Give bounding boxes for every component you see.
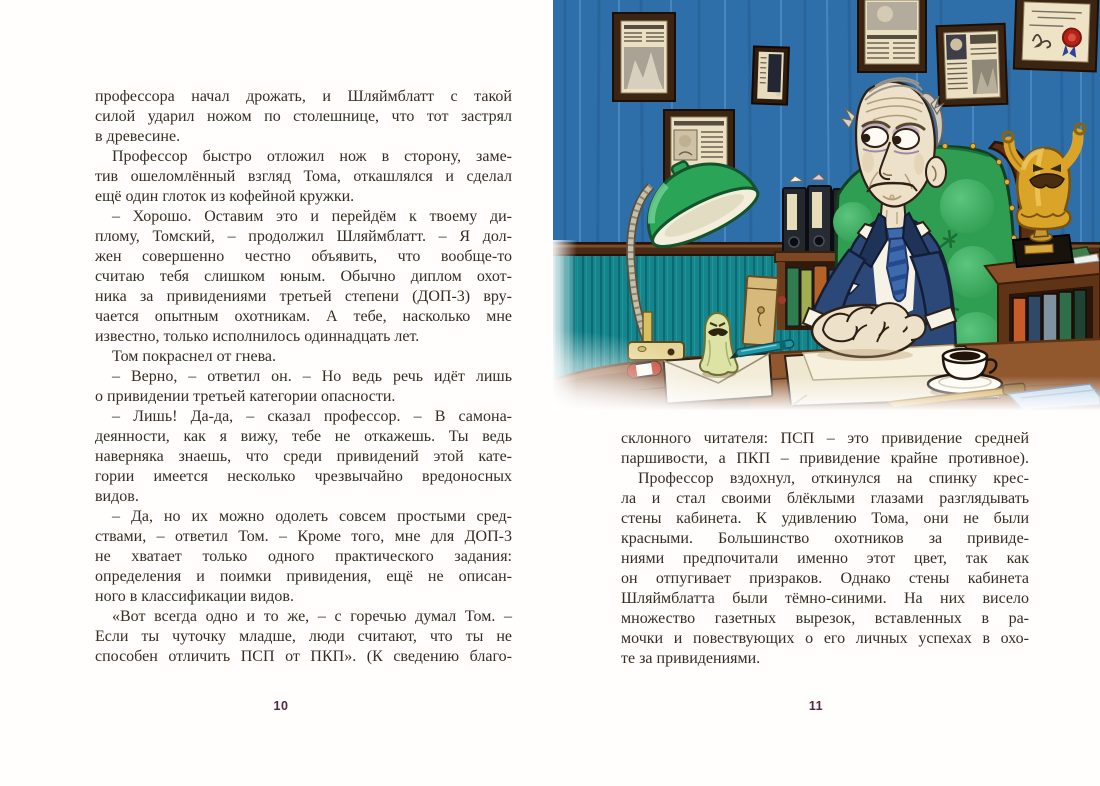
framed-diploma: [1014, 0, 1099, 71]
text-line: стены кабинета. К удивлению Тома, они не были: [621, 510, 1029, 527]
text-line: чается опытным охотникам. А тебе, насколько мне: [95, 308, 512, 325]
text-line: тив ошеломлённый взгляд Тома, откашлялся и сделал: [95, 168, 512, 185]
text-line: деянности, как я вижу, тебе не откажешь. Ты ведь: [95, 428, 512, 445]
text-line: красными. Большинство охотников за привиде-: [621, 530, 1029, 547]
paragraph: [621, 469, 1029, 669]
text-line: наверняка знаешь, что среди привидений этой кате-: [95, 448, 512, 465]
paragraph: [95, 507, 512, 607]
paragraph: [95, 347, 512, 367]
text-line: Профессор вздохнул, откинулся на спинку крес-: [638, 470, 1029, 487]
text-line: паршивости, а ПКП – привидение крайне противное).: [621, 450, 1029, 467]
text-line: ника за привидениями третьей степени (ДОП-3) вру-: [95, 288, 512, 305]
text-line: известно, только исполнилось одиннадцать лет.: [95, 328, 420, 345]
text-line: мочки и повествующих о его личных успехах в охо-: [621, 630, 1029, 647]
text-line: определения и поимки привидения, ещё не описан-: [95, 568, 512, 585]
text-line: – Да, но их можно одолеть совсем простыми сред-: [112, 508, 512, 525]
text-line: – Хорошо. Оставим это и перейдём к твоему ди-: [112, 208, 512, 225]
framed-clipping: [858, 0, 926, 72]
text-line: ного в классификации видов.: [95, 588, 294, 605]
text-line: Том покраснел от гнева.: [112, 348, 277, 365]
text-line: множество газетных вырезок, вставленных в ра-: [621, 610, 1029, 627]
text-line: ла и стал своими блёклыми глазами разглядывать: [621, 490, 1029, 507]
text-line: ниями предпочитали именно этот цвет, так как: [621, 550, 1029, 567]
text-line: ствами, – ответил Том. – Кроме того, мне для ДОП-3: [95, 528, 512, 545]
text-line: гории имеется несколько чрезвычайно вредоносных: [95, 468, 512, 485]
paragraph: [621, 429, 1029, 469]
text-line: он отпугивает призраков. Однако стены кабинета: [621, 570, 1029, 587]
framed-clipping: [752, 46, 789, 104]
paragraph: [95, 87, 512, 147]
text-line: Если ты чуточку младше, люди считают, что ты не: [95, 628, 512, 645]
paragraph: [95, 607, 512, 667]
text-line: считаю тебя слишком юным. Обычно диплом охот-: [95, 268, 512, 285]
paragraph: [95, 367, 512, 407]
text-line: профессора начал дрожать, и Шляймблатт с такой: [95, 88, 512, 105]
framed-clipping: [937, 24, 1008, 106]
text-line: жен совершенно честно объявить, что вообще-то: [95, 248, 512, 265]
text-line: плому, Томский, – продолжил Шляймблатт. – Я дол-: [95, 228, 512, 245]
text-line: Профессор быстро отложил нож в сторону, заме-: [112, 148, 512, 165]
text-line: о привидении третьей категории опасности.: [95, 388, 396, 405]
left-page-number: 10: [273, 699, 289, 713]
text-line: не хватает только одного практического задания:: [95, 548, 512, 565]
paragraph: [95, 407, 512, 507]
framed-clipping: [613, 13, 675, 101]
text-line: «Вот всегда одно и то же, – с горечью думал Том. –: [112, 608, 512, 625]
paragraph: [95, 147, 512, 207]
paragraph: [95, 207, 512, 347]
text-line: те за привидениями.: [621, 650, 761, 667]
manila-envelope: [743, 276, 779, 346]
text-line: склонного читателя: ПСП – это привидение средней: [621, 430, 1029, 447]
text-line: силой ударил ножом по столешнице, что тот застрял: [95, 108, 512, 125]
text-line: Шляймблатта были тёмно-синими. На них висело: [621, 590, 1029, 607]
right-page-number: 11: [808, 699, 824, 713]
text-line: способен отличить ПСП от ПКП». (К сведению благо-: [95, 648, 512, 665]
left-page-text: [95, 87, 512, 667]
illustration: [553, 0, 1100, 410]
right-page-text: [621, 429, 1029, 669]
text-line: – Лишь! Да-да, – сказал профессор. – В самона-: [112, 408, 512, 425]
text-line: видов.: [95, 488, 139, 505]
text-line: – Верно, – ответил он. – Но ведь речь идёт лишь: [112, 368, 512, 385]
text-line: ещё один глоток из кофейной кружки.: [95, 188, 355, 205]
text-line: в древесине.: [95, 128, 181, 145]
